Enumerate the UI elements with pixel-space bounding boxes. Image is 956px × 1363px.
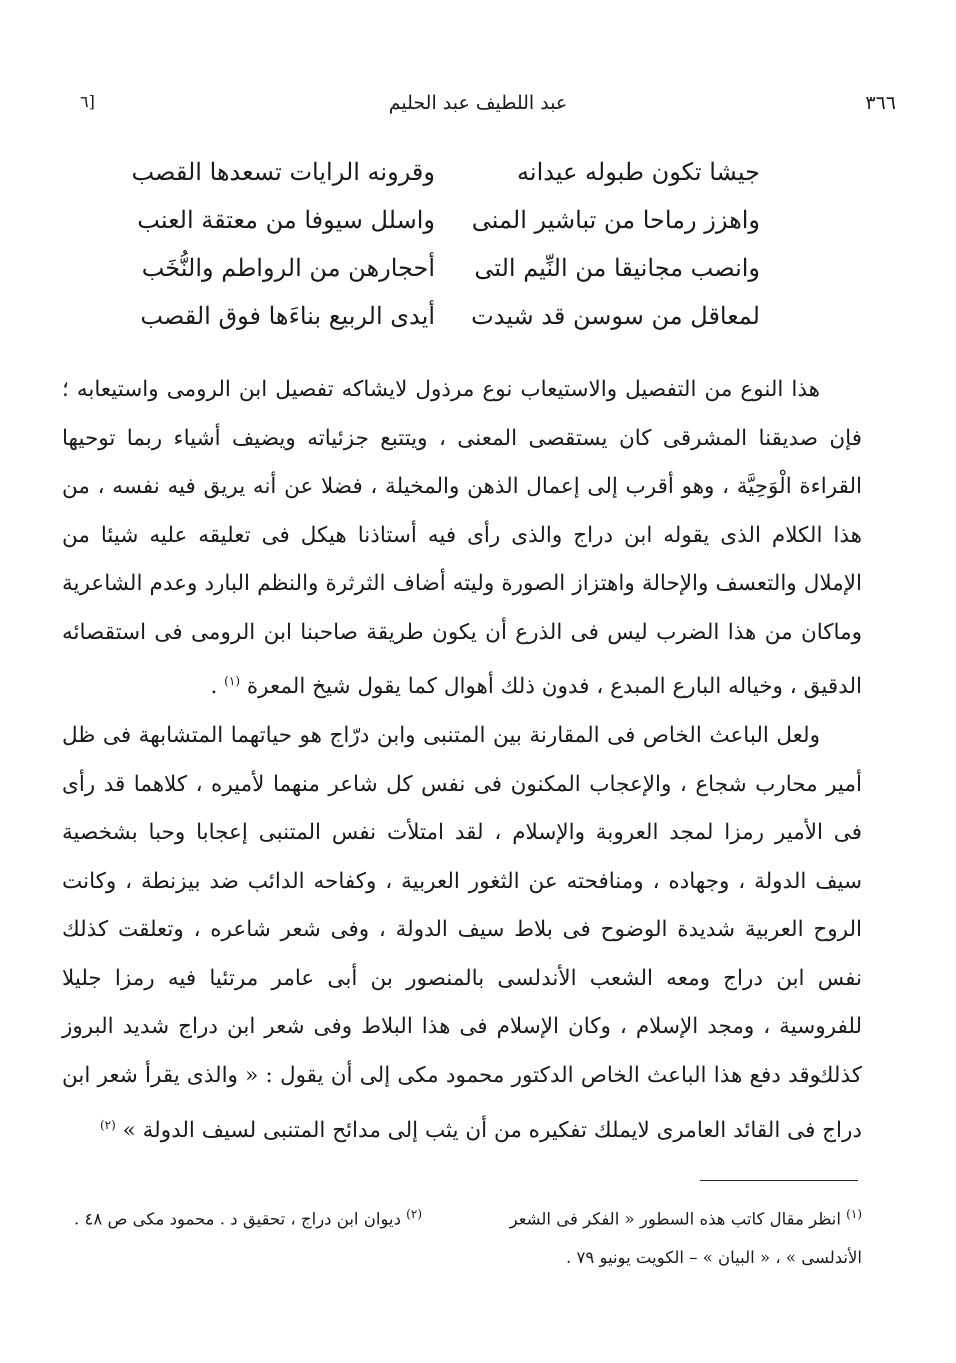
running-title: عبد اللطيف عبد الحليم bbox=[388, 92, 568, 114]
page-number: ٣٦٦ bbox=[865, 92, 896, 114]
second-hemistich: وقرونه الرايات تسعدها القصب bbox=[131, 158, 435, 186]
paragraph bbox=[62, 712, 862, 1100]
running-header bbox=[60, 92, 896, 122]
footnote bbox=[62, 1195, 422, 1239]
paragraph-text: وقد دفع هذا الباعث الخاص الدكتور محمود مكى إلى أن يقول : « والذى يقرأ شعر ابن دراج فى القائد العامرى لايملك تفكيره من أن يثب إلى مدائح المتنبى لسيف الدولة » bbox=[62, 1063, 862, 1143]
paragraph-text: ولعل الباعث الخاص فى المقارنة بين المتنبى وابن درّاج هو حياتهما المتشابهة فى ظل أمير محارب شجاع ، والإعجاب المكنون فى نفس كل شاعر منهما لأميره ، كلاهما قد رأى فى الأمير رمزا لمجد العروبة والإسلام ، لقد امتلأت نفس المتنبى إعجابا وحبا بشخصية سيف الدولة ، وجهاده ، ومنافحته عن الثغور العربية ، وكفاحه الدائب ضد بيزنطة ، وكانت الروح العربية شديدة الوضوح فى بلاط سيف الدولة ، وفى شعر شاعره ، وتعلقت كذلك نفس ابن دراج ومعه الشعب الأندلسى بالمنصور بن أبى عامر مرتئيا فيه رمزا جليلا للفروسية ، ومجد الإسلام ، وكان الإسلام فى هذا البلاط وفى شعر ابن دراج شديد البروز كذلك . bbox=[62, 723, 862, 1088]
verse bbox=[137, 206, 810, 254]
footnote-divider bbox=[700, 1180, 858, 1181]
footnote-marker: (١) bbox=[846, 1207, 862, 1221]
verse bbox=[141, 254, 810, 302]
poem bbox=[131, 158, 810, 350]
second-hemistich: أحجارهن من الرواطم والنُّخَب bbox=[141, 254, 435, 282]
first-hemistich: وانصب مجانيقا من النِّيم التى bbox=[474, 254, 760, 282]
second-hemistich: أيدى الربيع بناءَها فوق القصب bbox=[140, 302, 435, 330]
footnote-marker: (٢) bbox=[406, 1207, 422, 1221]
verse bbox=[131, 158, 810, 206]
paragraph-text: هذا النوع من التفصيل والاستيعاب نوع مرذول لايشاكه تفصيل ابن الرومى واستيعابه ؛ فإن صديقنا المشرقى كان يستقصى المعنى ، ويتتبع جزئياته ويضيف أشياء ربما توحيها القراءة الْوَحِيَّة ، وهو أقرب إلى إعمال الذهن والمخيلة ، فضلا عن أنه يريق فيه نفسه ، من هذا الكلام الذى يقوله ابن دراج والذى رأى فيه أستاذنا هيكل فى تعليقه عليه شيئا من الإملال والتعسف والإحالة واهتزاز الصورة وليته أضاف الثرثرة والنظم البارد وعدم الشاعرية وماكان من هذا الضرب ليس فى الذرع أن يكون طريقة صاحبنا ابن الرومى فى استقصائه الدقيق ، وخياله البارع المبدع ، فدون ذلك أهوال كما يقول شيخ المعرة bbox=[62, 377, 862, 700]
paragraph-end: . bbox=[210, 674, 225, 700]
paragraph bbox=[62, 1052, 862, 1155]
first-hemistich: لمعاقل من سوسن قد شيدت bbox=[471, 302, 760, 330]
first-hemistich: جيشا تكون طبوله عيدانه bbox=[517, 158, 760, 186]
footnote bbox=[462, 1195, 862, 1277]
section-mark: [٦ bbox=[80, 92, 95, 111]
first-hemistich: واهزز رماحا من تباشير المنى bbox=[471, 206, 760, 234]
footnote-ref: (٢) bbox=[99, 1117, 116, 1132]
paragraph bbox=[62, 366, 862, 712]
verse bbox=[140, 302, 810, 350]
footnote-ref: (١) bbox=[224, 674, 240, 688]
footnote-text: ديوان ابن دراج ، تحقيق د . محمود مكى ص ٤٨ . bbox=[73, 1209, 401, 1229]
second-hemistich: واسلل سيوفا من معتقة العنب bbox=[137, 206, 435, 234]
footnote-text: انظر مقال كاتب هذه السطور « الفكر فى الشعر الأندلسى » ، « البيان » – الكويت يونيو ٧٩ . bbox=[509, 1209, 862, 1267]
